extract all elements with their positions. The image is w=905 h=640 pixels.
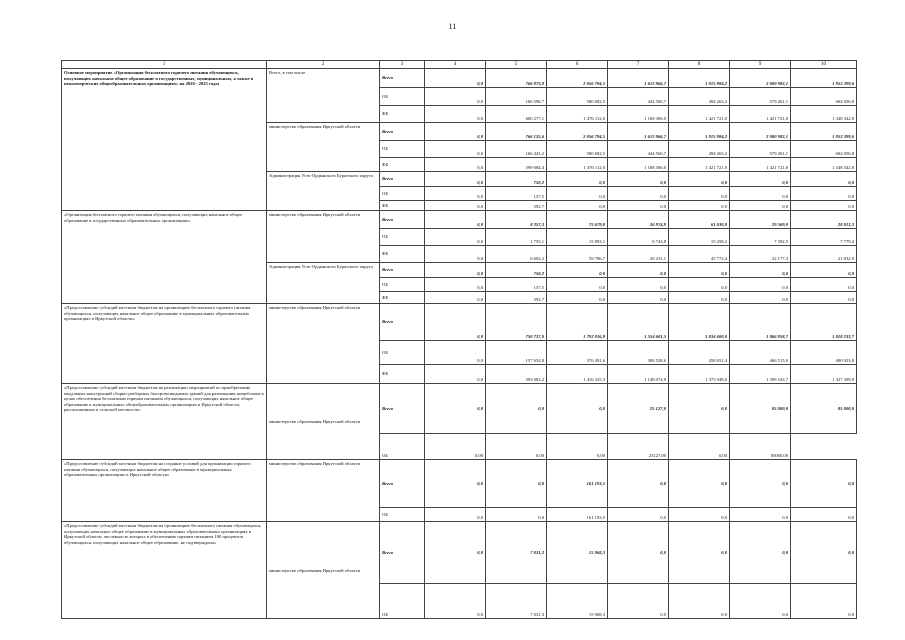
funding-source: Всего — [380, 460, 425, 508]
value-cell: 0,0 — [547, 292, 608, 304]
funding-source: Всего — [380, 172, 425, 187]
event-description: «Предоставление субсидий местным бюджетам на реализацию мероприятий по приобретению модульных конструкций сборно-разборных быстровозводимых зданий для размещения пищеблоков в целях обеспечения бесплатным горячим питанием обучающихся, получающих начальное общее образование в муниципальных общеобразовательных организациях в Иркутской области, расположенных в сельской местности» — [62, 384, 267, 460]
value-cell: 166 598,7 — [486, 88, 547, 106]
value-cell: 6 743,8 — [608, 229, 669, 246]
value-cell: 579 261,1 — [730, 141, 791, 158]
value-cell: 1 421 721,0 — [730, 158, 791, 172]
value-cell: 0,0 — [425, 584, 486, 619]
funding-source: ОБ — [380, 229, 425, 246]
value-cell: 1 755,1 — [486, 229, 547, 246]
value-cell: 15 968,3 — [547, 584, 608, 619]
value-cell: 0,0 — [730, 172, 791, 187]
value-cell: 0,0 — [608, 522, 669, 584]
value-cell: 1 348 342,8 — [791, 158, 857, 172]
table-row — [62, 460, 857, 508]
value-cell: 0,0 — [730, 263, 791, 278]
value-cell: 0,0 — [425, 278, 486, 292]
value-cell: 750,2 — [486, 172, 547, 187]
value-cell: 1 421 721,0 — [669, 106, 730, 123]
value-cell: 0,0 — [608, 187, 669, 201]
value-cell: 0,0 — [669, 172, 730, 187]
value-cell: 0,0 — [425, 508, 486, 522]
value-cell: 1 476 112,0 — [547, 106, 608, 123]
table-row — [62, 69, 857, 88]
value-cell: 0,0 — [608, 508, 669, 522]
value-cell: 599 684,4 — [486, 158, 547, 172]
value-cell: 0,0 — [791, 460, 857, 508]
value-cell: 75 679,8 — [547, 211, 608, 229]
event-description: «Предоставление субсидий местным бюджетам на организацию бесплатного питания обучающихся, получающих начальное общее образование в муниципальных образовательных организациях в Иркутской области, численность которых в обеспечению горячим питанием 100 процентов обучающихся, получающих начальное общее образование, не подтверждена» — [62, 522, 267, 619]
value-cell: 59 786,7 — [547, 246, 608, 263]
funding-source: ОБ — [380, 508, 425, 522]
value-cell: 0,0 — [791, 263, 857, 278]
funding-source: Всего — [380, 304, 425, 341]
executor-cell: министерство образования Иркутской области — [267, 211, 380, 263]
value-cell: 0,0 — [425, 229, 486, 246]
value-cell: 0,0 — [547, 278, 608, 292]
value-cell: 0,0 — [425, 263, 486, 278]
value-cell: 750 737,0 — [486, 304, 547, 341]
value-cell: 157 654,8 — [486, 341, 547, 365]
value-cell: 0,0 — [791, 278, 857, 292]
value-cell: 0,0 — [608, 172, 669, 187]
value-cell: 0,0 — [669, 508, 730, 522]
value-cell: 444 560,7 — [608, 88, 669, 106]
funding-source: ФБ — [380, 365, 425, 384]
value-cell: 0,0 — [486, 508, 547, 522]
funding-source: Всего — [380, 522, 425, 584]
value-cell: 490 923,8 — [791, 341, 857, 365]
value-cell: 1 399 543,7 — [730, 365, 791, 384]
value-cell: 25127,00 — [608, 434, 669, 460]
value-cell: 766 125,6 — [486, 123, 547, 141]
value-cell: 0,0 — [669, 460, 730, 508]
value-cell: 0,0 — [730, 278, 791, 292]
value-cell: 0,0 — [669, 278, 730, 292]
value-cell: 161 193,5 — [547, 460, 608, 508]
value-cell: 166 441,2 — [486, 141, 547, 158]
value-cell: 0,0 — [425, 460, 486, 508]
executor-cell: Администрация Усть-Ордынского Бурятского округа — [267, 172, 380, 211]
value-cell: 1 554 601,5 — [608, 304, 669, 341]
executor-cell: министерство образования Иркутской области — [267, 460, 380, 522]
value-cell: 0,0 — [669, 584, 730, 619]
value-cell: 0,0 — [547, 384, 608, 434]
value-cell: 85000,00 — [730, 434, 791, 460]
value-cell: 494 263,2 — [669, 141, 730, 158]
col-header: 1 — [62, 61, 267, 69]
value-cell: 1 148 074,9 — [608, 365, 669, 384]
value-cell: 0,0 — [608, 201, 669, 211]
col-header: 6 — [547, 61, 608, 69]
value-cell: 0,0 — [425, 246, 486, 263]
table-row — [62, 211, 857, 229]
funding-source: ОБ — [380, 434, 425, 460]
executor-cell: Администрация Усть-Ордынского Бурятского округа — [267, 263, 380, 304]
value-cell: 1 792 816,9 — [547, 304, 608, 341]
value-cell: 0,00 — [547, 434, 608, 460]
value-cell: 0,0 — [425, 187, 486, 201]
value-cell: 2 000 982,1 — [730, 69, 791, 88]
value-cell: 1 168 306,0 — [608, 158, 669, 172]
value-cell: 604 056,8 — [791, 141, 857, 158]
funding-source: ФБ — [380, 106, 425, 123]
value-cell: 7 031,3 — [486, 584, 547, 619]
col-header: 9 — [730, 61, 791, 69]
value-cell: 0,0 — [425, 292, 486, 304]
value-cell: 0,0 — [608, 584, 669, 619]
value-cell: 22 177,3 — [730, 246, 791, 263]
executor-cell: министерство образования Иркутской области — [267, 123, 380, 172]
value-cell: 1 952 399,6 — [791, 69, 857, 88]
value-cell: 1 168 306,0 — [608, 106, 669, 123]
value-cell: 2 056 794,5 — [547, 123, 608, 141]
value-cell: 45 772,4 — [669, 246, 730, 263]
event-description: Основное мероприятие «Организация бесплатного горячего питания обучающихся, получающих начальное общее образование в государственных, муниципальных, а также в некоммерческих общеобразовательных организациях» на 2020 - 2025 годы — [62, 69, 267, 211]
value-cell: 604 056,8 — [791, 88, 857, 106]
value-cell: 1 915 984,2 — [669, 69, 730, 88]
value-cell: 0,0 — [608, 292, 669, 304]
executor-cell: министерство образования Иркутской области — [267, 304, 380, 384]
executor-cell: министерство образования Иркутской области — [267, 384, 380, 460]
value-cell: 28 812,3 — [791, 211, 857, 229]
value-cell: 0,0 — [425, 522, 486, 584]
value-cell: 600 277,1 — [486, 106, 547, 123]
funding-source: ОБ — [380, 141, 425, 158]
value-cell: 0,0 — [486, 460, 547, 508]
value-cell: 0,0 — [669, 292, 730, 304]
value-cell: 7 779,4 — [791, 229, 857, 246]
value-cell: 0,0 — [425, 384, 486, 434]
value-cell: 1 327 309,9 — [791, 365, 857, 384]
value-cell: 0,00 — [669, 434, 730, 460]
value-cell: 1 421 721,0 — [730, 106, 791, 123]
value-cell: 0,0 — [669, 522, 730, 584]
funding-source: Всего — [380, 263, 425, 278]
funding-source: Всего — [380, 384, 425, 434]
funding-source: ОБ — [380, 584, 425, 619]
col-header: 8 — [669, 61, 730, 69]
executor-cell: министерство образования Иркутской области — [267, 522, 380, 619]
value-cell: 15 968,3 — [547, 522, 608, 584]
funding-source: Всего — [380, 69, 425, 88]
value-cell: 157,5 — [486, 187, 547, 201]
value-cell: 593 082,2 — [486, 365, 547, 384]
value-cell: 0,0 — [791, 187, 857, 201]
col-header: 7 — [608, 61, 669, 69]
value-cell: 0,0 — [669, 201, 730, 211]
value-cell: 0,0 — [425, 211, 486, 229]
table-row — [62, 522, 857, 584]
value-cell: 0,0 — [730, 201, 791, 211]
value-cell: 0,0 — [669, 263, 730, 278]
value-cell: 494 263,2 — [669, 88, 730, 106]
value-cell: 0,0 — [425, 69, 486, 88]
value-cell: 386 528,6 — [608, 341, 669, 365]
value-cell: 0,0 — [730, 508, 791, 522]
funding-source: ФБ — [380, 201, 425, 211]
value-cell: 592,7 — [486, 201, 547, 211]
funding-source: Всего — [380, 123, 425, 141]
value-cell: 0,0 — [547, 201, 608, 211]
value-cell: 1 348 342,8 — [791, 106, 857, 123]
value-cell: 1 866 958,7 — [730, 304, 791, 341]
value-cell: 0,0 — [425, 158, 486, 172]
value-cell: 0,0 — [425, 123, 486, 141]
value-cell: 0,0 — [730, 460, 791, 508]
value-cell: 8 357,3 — [486, 211, 547, 229]
value-cell: 21 032,9 — [791, 246, 857, 263]
value-cell: 0,0 — [425, 304, 486, 341]
value-cell: 750,2 — [486, 263, 547, 278]
value-cell: 1 416 325,3 — [547, 365, 608, 384]
value-cell: 1 476 112,0 — [547, 158, 608, 172]
value-cell: 61 030,8 — [669, 211, 730, 229]
value-cell: 0,0 — [608, 278, 669, 292]
funding-source: ФБ — [380, 158, 425, 172]
value-cell: 0,0 — [791, 201, 857, 211]
value-cell: 15 258,2 — [669, 229, 730, 246]
value-cell: 0,0 — [608, 263, 669, 278]
value-cell: 85 000,0 — [730, 384, 791, 434]
value-cell: 1 421 721,0 — [669, 158, 730, 172]
funding-source: ОБ — [380, 88, 425, 106]
value-cell: 0,0 — [608, 460, 669, 508]
value-cell: 25 127,0 — [608, 384, 669, 434]
col-header: 3 — [380, 61, 425, 69]
value-cell: 466 515,0 — [730, 341, 791, 365]
event-description: «Организация бесплатного горячего питания обучающихся, получающих начальное общее образование в государственных образовательных организациях» — [62, 211, 267, 304]
value-cell: 0,0 — [669, 384, 730, 434]
value-cell: 2 056 794,5 — [547, 69, 608, 88]
value-cell: 0,0 — [791, 522, 857, 584]
value-cell: 1 375 948,6 — [669, 365, 730, 384]
value-cell: 161 193,5 — [547, 508, 608, 522]
value-cell: 580 682,5 — [547, 141, 608, 158]
value-cell: 0,0 — [791, 584, 857, 619]
value-cell: 0,0 — [425, 365, 486, 384]
value-cell: 1 952 399,6 — [791, 123, 857, 141]
value-cell: 0,0 — [730, 292, 791, 304]
value-cell: 592,7 — [486, 292, 547, 304]
value-cell: 0,0 — [425, 172, 486, 187]
table-row — [62, 384, 857, 434]
value-cell: 7 392,5 — [730, 229, 791, 246]
value-cell: 0,0 — [791, 172, 857, 187]
value-cell: 0,0 — [425, 341, 486, 365]
value-cell: 0,0 — [791, 508, 857, 522]
value-cell: 0,0 — [547, 187, 608, 201]
value-cell: 0,0 — [547, 172, 608, 187]
value-cell: 85 000,0 — [791, 384, 857, 434]
value-cell: 26 974,9 — [608, 211, 669, 229]
value-cell: 29 569,8 — [730, 211, 791, 229]
page-number: 11 — [448, 22, 457, 31]
value-cell: 0,0 — [425, 201, 486, 211]
value-cell: 376 491,6 — [547, 341, 608, 365]
value-cell: 15 893,1 — [547, 229, 608, 246]
funding-source: ФБ — [380, 246, 425, 263]
funding-source: ОБ — [380, 187, 425, 201]
value-cell: 0,0 — [730, 187, 791, 201]
value-cell: 1 612 866,7 — [608, 69, 669, 88]
event-description: «Предоставление субсидий местным бюджетам на создание условий для организации горячего питания обучающихся, получающих начальное общее образование в муниципальных образовательных организациях в Иркутской области» — [62, 460, 267, 522]
value-cell: 1 818 233,7 — [791, 304, 857, 341]
value-cell: 1 612 866,7 — [608, 123, 669, 141]
funding-source: ОБ — [380, 341, 425, 365]
value-cell: 2 000 982,1 — [730, 123, 791, 141]
budget-table — [61, 60, 857, 619]
value-cell: 766 875,8 — [486, 69, 547, 88]
value-cell: 7 031,3 — [486, 522, 547, 584]
funding-source: ФБ — [380, 292, 425, 304]
funding-source: Всего — [380, 211, 425, 229]
value-cell: 579 261,1 — [730, 88, 791, 106]
value-cell: 0,0 — [425, 88, 486, 106]
col-header: 10 — [791, 61, 857, 69]
value-cell: 458 651,4 — [669, 341, 730, 365]
value-cell: 0,0 — [730, 584, 791, 619]
value-cell: 0,0 — [547, 263, 608, 278]
value-cell: 20 231,1 — [608, 246, 669, 263]
value-cell: 1 915 984,2 — [669, 123, 730, 141]
value-cell: 0,0 — [486, 384, 547, 434]
col-header: 5 — [486, 61, 547, 69]
value-cell: 0,0 — [425, 106, 486, 123]
header-row — [62, 61, 857, 69]
value-cell: 0,0 — [730, 522, 791, 584]
event-description: «Предоставление субсидий местным бюджетам на организацию бесплатного горячего питания обучающихся, получающих начальное общее образование в муниципальных образовательных организациях в Иркутской области» — [62, 304, 267, 384]
funding-source: ОБ — [380, 278, 425, 292]
value-cell: 580 682,5 — [547, 88, 608, 106]
value-cell: 0,00 — [425, 434, 486, 460]
col-header: 2 — [267, 61, 380, 69]
value-cell: 0,0 — [425, 141, 486, 158]
value-cell: 0,00 — [486, 434, 547, 460]
value-cell: 1 834 600,0 — [669, 304, 730, 341]
value-cell: 157,5 — [486, 278, 547, 292]
value-cell: 0,0 — [791, 292, 857, 304]
col-header: 4 — [425, 61, 486, 69]
executor-cell: Всего, в том числе — [267, 69, 380, 123]
value-cell: 6 602,2 — [486, 246, 547, 263]
table-row — [62, 304, 857, 341]
value-cell: 0,0 — [669, 187, 730, 201]
value-cell: 444 560,7 — [608, 141, 669, 158]
